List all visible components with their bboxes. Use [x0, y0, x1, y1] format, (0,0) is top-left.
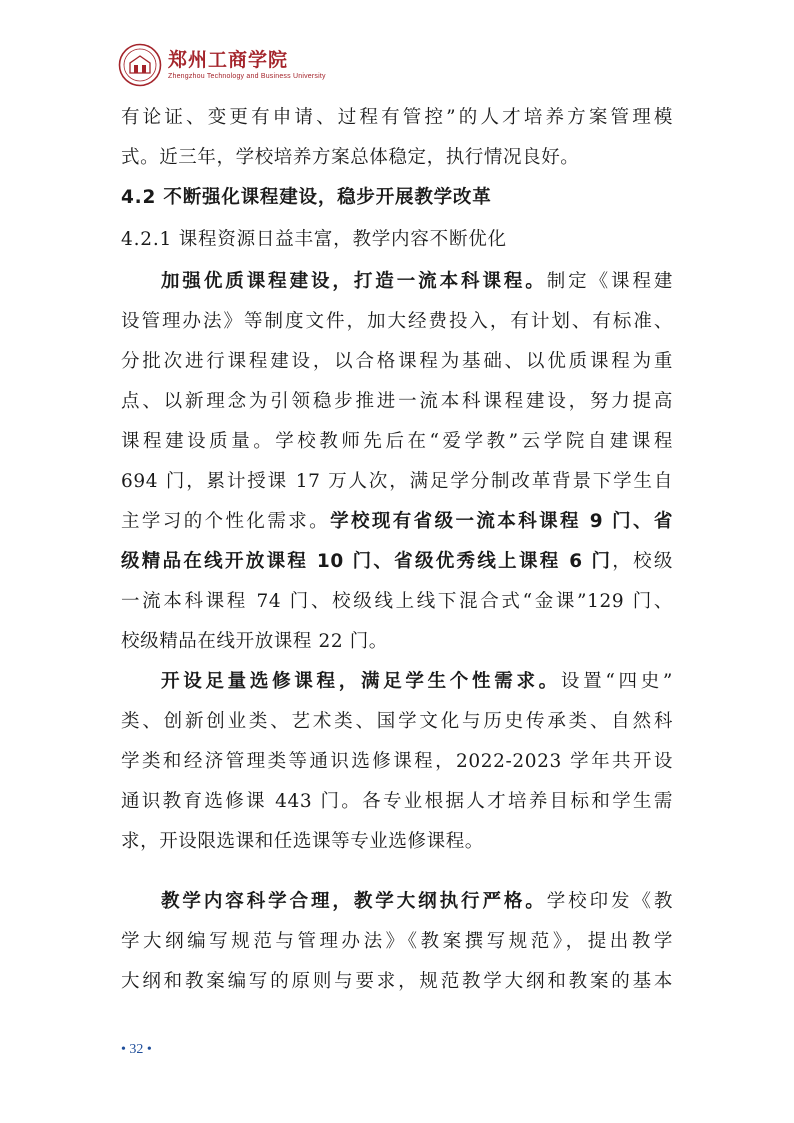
paragraph-line: 教学内容科学合理，教学大纲执行严格。学校印发《教 [161, 891, 673, 912]
section-heading-4-2: 4.2 不断强化课程建设，稳步开展教学改革 [121, 187, 492, 208]
paragraph-line: 通识教育选修课 443 门。各专业根据人才培养目标和学生需 [121, 791, 673, 812]
paragraph-line: 点、以新理念为引领稳步推进一流本科课程建设，努力提高 [121, 391, 673, 412]
school-name-en: Zhengzhou Technology and Business University [168, 73, 326, 80]
school-name-cn: 郑州工商学院 [168, 49, 289, 71]
school-seal-icon [118, 43, 162, 87]
paragraph-lead: 加强优质课程建设，打造一流本科课程。 [161, 271, 547, 292]
paragraph-line: 大纲和教案编写的原则与要求，规范教学大纲和教案的基本 [121, 971, 673, 992]
body-line: 有论证、变更有申请、过程有管控”的人才培养方案管理模 [121, 107, 673, 128]
page-body [121, 98, 673, 1002]
highlight-text: 学校现有省级一流本科课程 9 门、省 [330, 511, 673, 532]
paragraph-line: 学大纲编写规范与管理办法》《教案撰写规范》，提出教学 [121, 931, 673, 952]
paragraph-line: 设管理办法》等制度文件，加大经费投入，有计划、有标准、 [121, 311, 673, 332]
page-number: • 32 • [121, 1042, 152, 1057]
body-line: 式。近三年，学校培养方案总体稳定，执行情况良好。 [121, 147, 580, 168]
paragraph-line: 课程建设质量。学校教师先后在“爱学教”云学院自建课程 [121, 431, 673, 452]
highlight-text: 级精品在线开放课程 10 门、省级优秀线上课程 6 门 [121, 551, 613, 572]
paragraph-line: 学类和经济管理类等通识选修课程，2022-2023 学年共开设 [121, 751, 673, 772]
subsection-heading-4-2-1: 4.2.1 课程资源日益丰富，教学内容不断优化 [121, 229, 507, 250]
page-header [118, 40, 326, 90]
paragraph-line: 类、创新创业类、艺术类、国学文化与历史传承类、自然科 [121, 711, 673, 732]
paragraph-line: 求，开设限选课和任选课等专业选修课程。 [121, 831, 484, 852]
paragraph-line: 校级精品在线开放课程 22 门。 [121, 631, 388, 652]
paragraph-line: 694 门，累计授课 17 万人次，满足学分制改革背景下学生自 [121, 471, 673, 492]
paragraph-line: 分批次进行课程建设，以合格课程为基础、以优质课程为重 [121, 351, 673, 372]
paragraph-line: 级精品在线开放课程 10 门、省级优秀线上课程 6 门，校级 [121, 551, 673, 572]
paragraph-lead: 开设足量选修课程，满足学生个性需求。 [161, 671, 561, 692]
paragraph-lead: 教学内容科学合理，教学大纲执行严格。 [161, 891, 547, 912]
paragraph-line: 一流本科课程 74 门、校级线上线下混合式“金课”129 门、 [121, 591, 673, 612]
paragraph-line: 开设足量选修课程，满足学生个性需求。设置“四史” [161, 671, 673, 692]
paragraph-line: 加强优质课程建设，打造一流本科课程。制定《课程建 [161, 271, 673, 292]
paragraph-line: 主学习的个性化需求。学校现有省级一流本科课程 9 门、省 [121, 511, 673, 532]
